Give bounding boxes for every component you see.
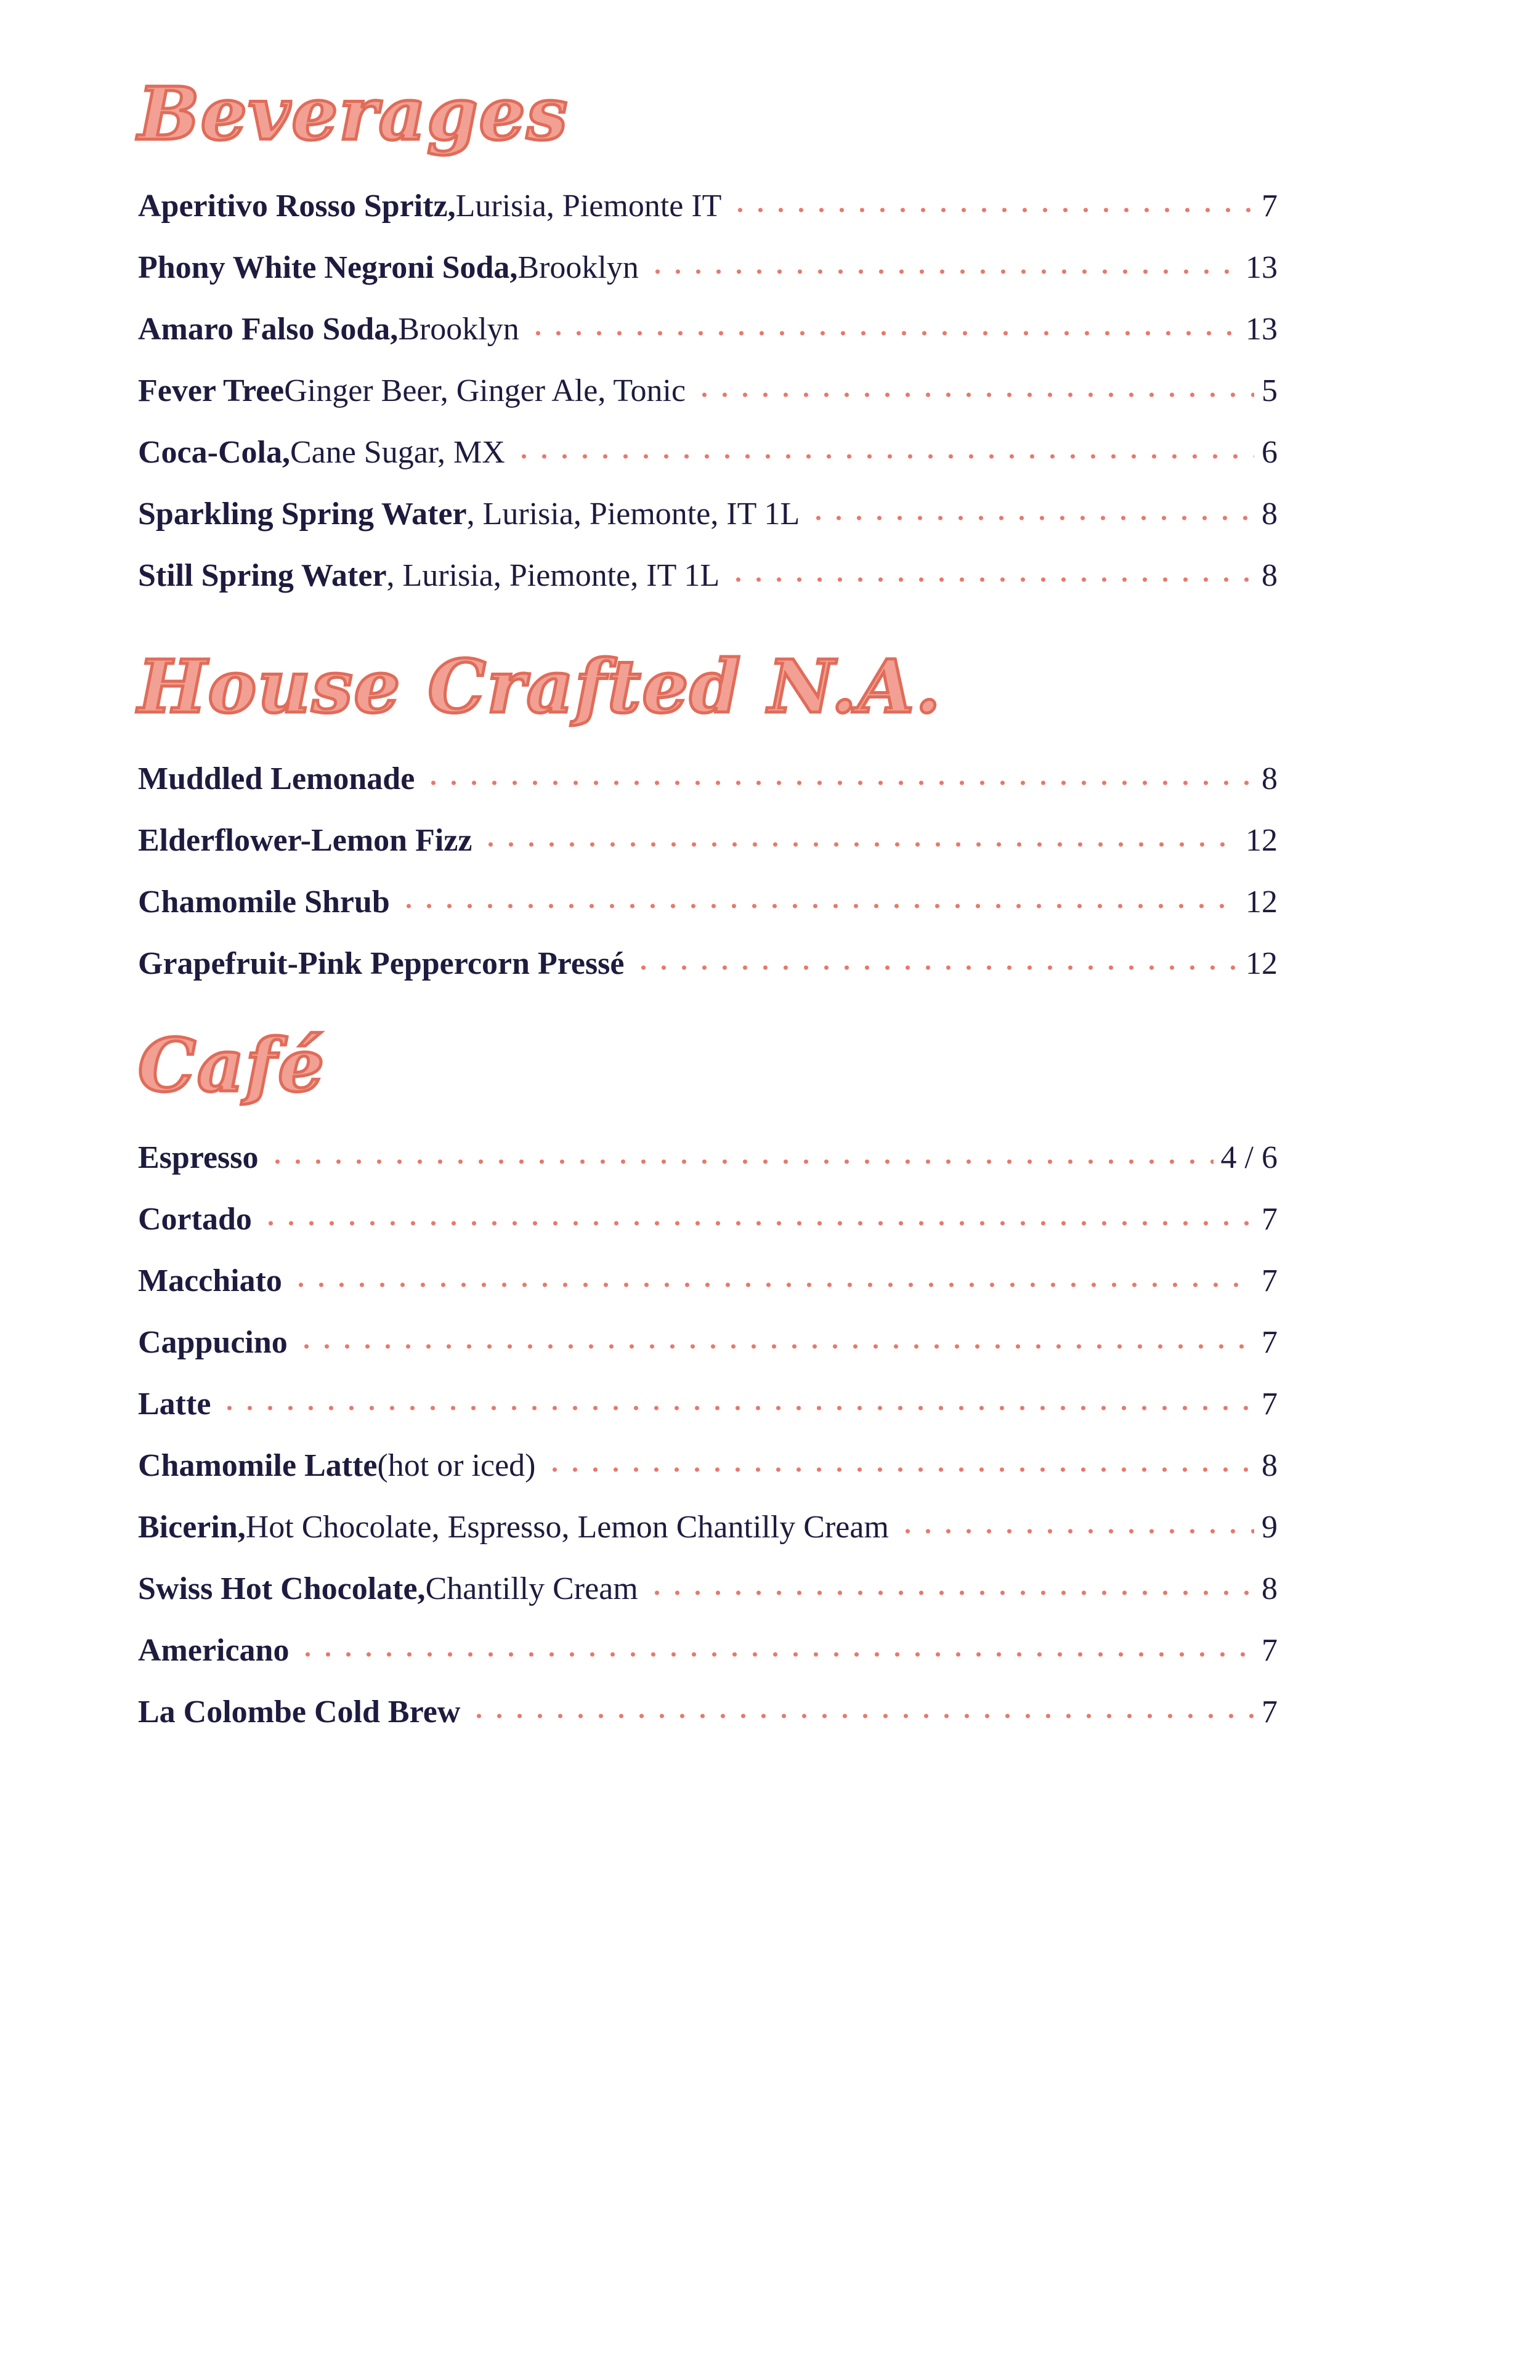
item-price: 7 — [1262, 1386, 1278, 1422]
section-cafe — [138, 1019, 1278, 1743]
item-name: Swiss Hot Chocolate, — [138, 1571, 426, 1606]
item-price: 4 / 6 — [1220, 1140, 1278, 1175]
item-desc: Chantilly Cream — [425, 1571, 638, 1606]
item-price: 7 — [1262, 1633, 1278, 1668]
dot-leader — [261, 1217, 1254, 1229]
dot-leader — [633, 961, 1239, 974]
item-price: 6 — [1262, 435, 1278, 470]
menu-item — [138, 1127, 1278, 1189]
item-price: 8 — [1262, 496, 1278, 532]
menu-item — [138, 1620, 1278, 1682]
item-name: Fever Tree — [138, 373, 285, 408]
menu-item — [138, 1497, 1278, 1558]
item-desc: (hot or iced) — [377, 1448, 536, 1483]
section-beverages — [138, 68, 1278, 607]
menu-item — [138, 237, 1278, 299]
item-name: Aperitivo Rosso Spritz, — [138, 188, 456, 224]
item-name: Muddled Lemonade — [138, 761, 415, 796]
dot-leader — [399, 900, 1238, 912]
section-title: Beverages — [138, 71, 569, 156]
item-name: Cortado — [138, 1202, 252, 1237]
menu-item — [138, 360, 1278, 422]
item-price: 12 — [1246, 823, 1278, 858]
item-name: Still Spring Water — [138, 558, 387, 593]
item-name: Macchiato — [138, 1263, 282, 1298]
item-name: Elderflower-Lemon Fizz — [138, 823, 472, 858]
item-price: 7 — [1262, 1694, 1278, 1730]
item-list — [138, 176, 1278, 607]
item-price: 12 — [1246, 946, 1278, 981]
dot-leader — [694, 389, 1254, 401]
item-price: 8 — [1262, 1571, 1278, 1606]
item-desc: Lurisia, Piemonte IT — [455, 188, 722, 224]
item-name: Phony White Negroni Soda, — [138, 250, 518, 285]
item-name: Espresso — [138, 1140, 259, 1175]
item-price: 5 — [1262, 373, 1278, 408]
item-price: 13 — [1246, 250, 1278, 285]
menu-item — [138, 1374, 1278, 1435]
item-name: Amaro Falso Soda, — [138, 312, 399, 347]
menu-item — [138, 1682, 1278, 1743]
dot-leader — [219, 1402, 1254, 1414]
dot-leader — [808, 512, 1254, 524]
item-desc: Brooklyn — [398, 312, 519, 347]
item-name: Bicerin, — [138, 1510, 246, 1545]
dot-leader — [728, 573, 1254, 586]
dot-leader — [469, 1710, 1254, 1722]
menu-item — [138, 1558, 1278, 1620]
menu-item — [138, 545, 1278, 607]
item-price: 8 — [1262, 558, 1278, 593]
item-name: La Colombe Cold Brew — [138, 1694, 461, 1730]
menu-item — [138, 299, 1278, 360]
item-price: 12 — [1246, 884, 1278, 920]
dot-leader — [267, 1156, 1214, 1168]
menu-item — [138, 810, 1278, 872]
dot-leader — [647, 1587, 1254, 1599]
menu-item — [138, 933, 1278, 995]
item-name: Chamomile Shrub — [138, 884, 390, 920]
item-price: 7 — [1262, 1325, 1278, 1360]
item-desc: Hot Chocolate, Espresso, Lemon Chantilly Cream — [245, 1510, 889, 1545]
item-name: Chamomile Latte — [138, 1448, 378, 1483]
item-price: 8 — [1262, 1448, 1278, 1483]
section-title: Café — [138, 1022, 326, 1108]
item-name: Cappucino — [138, 1325, 288, 1360]
menu-item — [138, 484, 1278, 545]
item-price: 7 — [1262, 188, 1278, 224]
dot-leader — [291, 1279, 1254, 1291]
dot-leader — [545, 1463, 1255, 1476]
item-name: Americano — [138, 1633, 290, 1668]
dot-leader — [898, 1525, 1254, 1537]
item-desc: Ginger Beer, Ginger Ale, Tonic — [284, 373, 686, 408]
item-price: 7 — [1262, 1263, 1278, 1298]
item-name: Latte — [138, 1386, 211, 1422]
item-list — [138, 1127, 1278, 1743]
item-list — [138, 748, 1278, 995]
item-price: 7 — [1262, 1202, 1278, 1237]
item-desc: , Lurisia, Piemonte, IT 1L — [466, 496, 800, 532]
dot-leader — [480, 838, 1238, 851]
item-price: 9 — [1262, 1510, 1278, 1545]
item-name: Coca-Cola, — [138, 435, 290, 470]
item-name: Sparkling Spring Water — [138, 496, 467, 532]
menu-item — [138, 748, 1278, 810]
section-title: House Crafted N.A. — [138, 644, 942, 729]
item-price: 13 — [1246, 312, 1278, 347]
item-desc: Brooklyn — [517, 250, 639, 285]
item-desc: , Lurisia, Piemonte, IT 1L — [386, 558, 720, 593]
menu-item — [138, 1435, 1278, 1497]
item-name: Grapefruit-Pink Peppercorn Pressé — [138, 946, 625, 981]
item-price: 8 — [1262, 761, 1278, 796]
menu-item — [138, 872, 1278, 933]
menu-item — [138, 1250, 1278, 1312]
section-house-crafted — [138, 641, 1278, 995]
dot-leader — [296, 1340, 1254, 1353]
menu-item — [138, 422, 1278, 484]
dot-leader — [528, 327, 1238, 339]
dot-leader — [647, 265, 1238, 278]
item-desc: Cane Sugar, MX — [290, 435, 505, 470]
menu-item — [138, 176, 1278, 237]
menu-item — [138, 1312, 1278, 1374]
dot-leader — [298, 1648, 1254, 1661]
dot-leader — [730, 204, 1254, 216]
dot-leader — [514, 450, 1254, 463]
dot-leader — [423, 777, 1254, 789]
menu-item — [138, 1189, 1278, 1250]
